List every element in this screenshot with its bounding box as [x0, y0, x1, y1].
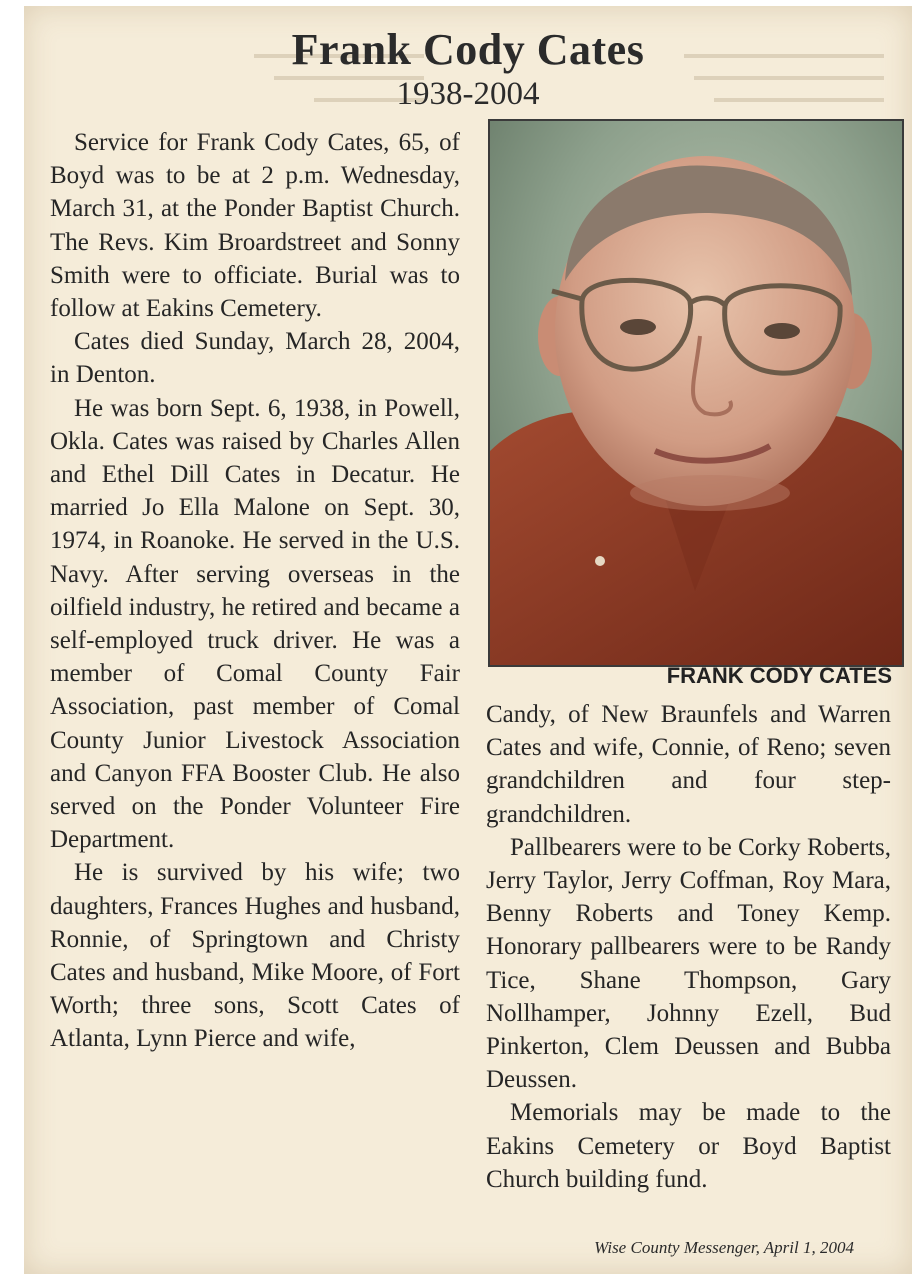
obituary-paragraph: Pallbearers were to be Corky Roberts, Jerry Taylor, Jerry Coffman, Roy Mara, Benny Roberts and Toney Kemp. Honorary pallbearers were to be Randy Tice, Shane Thompson, Gary Nollhamper, Johnny Ezell, Bud Pinkerton, Clem Deussen and Bubba Deussen. [486, 833, 891, 1094]
obituary-paragraph: Service for Frank Cody Cates, 65, of Boyd was to be at 2 p.m. Wednesday, March 31, at the Ponder Baptist Church. The Revs. Kim Broardstreet and Sonny Smith were to officiate. Burial was to follow at Eakins Cemetery. [50, 129, 460, 323]
photo-caption: FRANK CODY CATES [666, 663, 892, 688]
obituary-title: Frank Cody Cates [291, 25, 645, 74]
portrait-photo [488, 119, 904, 667]
obituary-years: 1938-2004 [396, 76, 540, 112]
obituary-paragraph: Candy, of New Braunfels and Warren Cates and wife, Connie, of Reno; seven grandchildren and four step-grandchildren. [486, 701, 891, 828]
obituary-column-left [50, 126, 460, 1056]
obituary-column-right [486, 698, 891, 1196]
newspaper-clipping [24, 6, 912, 1274]
obituary-paragraph: He was born Sept. 6, 1938, in Powell, Okla. Cates was raised by Charles Allen and Ethel Dill Cates in Decatur. He married Jo Ella Malone on Sept. 30, 1974, in Roanoke. He served in the U.S. Navy. After serving overseas in the oilfield industry, he retired and became a self-employed truck driver. He was a member of Comal County Fair Association, past member of Comal County Junior Livestock Association and Canyon FFA Booster Club. He also served on the Ponder Volunteer Fire Department. [50, 394, 460, 854]
source-credit: Wise County Messenger, April 1, 2004 [594, 1238, 854, 1257]
obituary-paragraph: He is survived by his wife; two daughters, Frances Hughes and husband, Ronnie, of Springtown and Christy Cates and husband, Mike Moore, of Fort Worth; three sons, Scott Cates of Atlanta, Lynn Pierce and wife, [50, 859, 460, 1053]
portrait-illustration [490, 121, 902, 665]
obituary-paragraph: Memorials may be made to the Eakins Cemetery or Boyd Baptist Church building fund. [486, 1099, 891, 1193]
obituary-paragraph: Cates died Sunday, March 28, 2004, in Denton. [50, 328, 460, 389]
